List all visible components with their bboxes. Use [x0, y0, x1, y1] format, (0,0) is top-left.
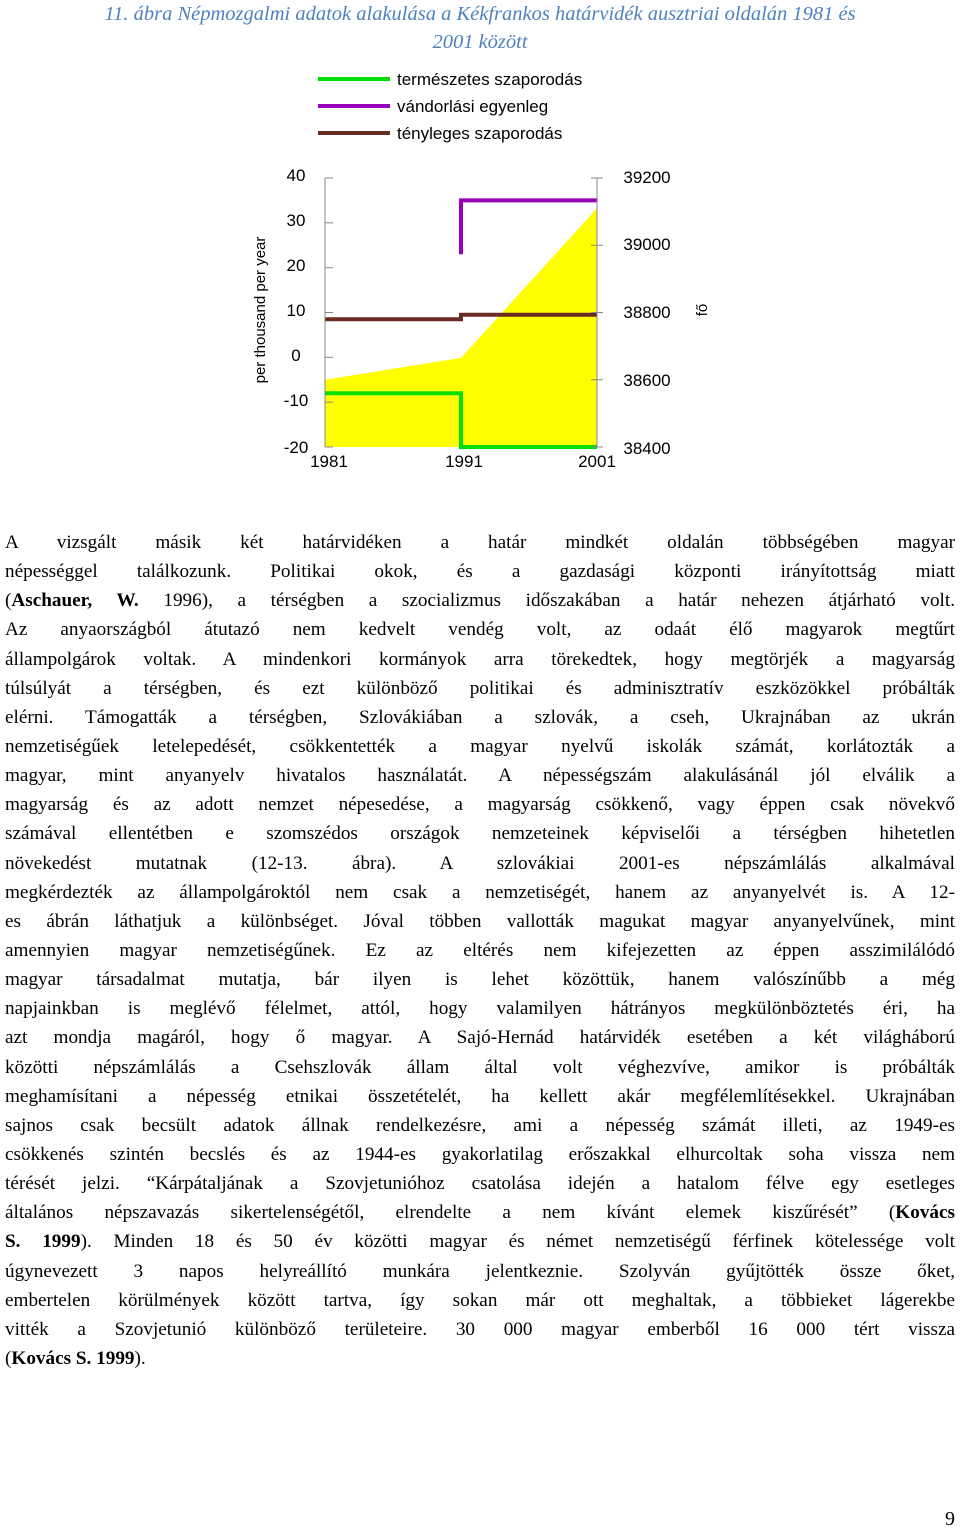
text-run: vitték a Szovjetunió különböző területeire. 30 000 magyar emberből 16 000 tért vissza — [5, 1318, 955, 1340]
paragraph-line — [5, 1140, 955, 1169]
text-run: Az anyaországból átutazó nem kedvelt vendég volt, az odaát élő magyarok megtűrt — [5, 619, 955, 641]
left-tick-label: 0 — [291, 346, 301, 365]
text-run: ( — [5, 1347, 12, 1369]
left-tick-label: 20 — [286, 256, 306, 275]
legend-label: tényleges szaporodás — [397, 124, 563, 143]
text-run: 1996), a térségben a szocializmus időszakában a határ nehezen átjárható volt. — [138, 590, 955, 612]
text-run: amennyien magyar nemzetiségűnek. Ez az eltérés nem kifejezetten az éppen asszimilálódó — [5, 939, 955, 961]
text-run: ). — [134, 1347, 146, 1369]
paragraph-line — [5, 1053, 955, 1082]
citation-bold: Kovács — [895, 1202, 955, 1224]
text-run: A vizsgált másik két határvidéken a határ mindkét oldalán többségében magyar — [5, 532, 955, 553]
paragraph-line — [5, 1227, 955, 1256]
text-run: állampolgárok voltak. A mindenkori kormányok arra törekedtek, hogy megtörjék a magyarság — [5, 648, 955, 670]
citation-bold: Aschauer, W. — [11, 590, 139, 612]
left-tick-label: 30 — [286, 211, 306, 230]
paragraph-line — [5, 645, 955, 674]
text-run: csökkenés szintén becslés és az 1944-es gyakorlatilag erőszakkal elhurcoltak soha vissza nem — [5, 1143, 955, 1165]
paragraph-line — [5, 878, 955, 907]
text-run: magyar társadalmat mutatja, bár ilyen is lehet közöttük, hanem valószínűbb a még — [5, 969, 955, 991]
paragraph-line — [5, 1082, 955, 1111]
paragraph-line — [5, 1344, 955, 1373]
right-tick-label: 38400 — [623, 439, 671, 458]
citation-bold: S. 1999 — [5, 1231, 81, 1253]
paragraph-line — [5, 1023, 955, 1052]
text-run: magyar, mint anyanyelv hivatalos használatát. A népességszám alakulásánál jól elválik a — [5, 765, 955, 787]
text-run: embertelen körülmények között tartva, így sokan már ott meghaltak, a többieket lágerekbe — [5, 1289, 955, 1311]
text-run: meghamísítani a népesség etnikai összetételét, ha kellett akár megfélemlítésekkel. Ukrajnában — [5, 1085, 955, 1107]
paragraph-line — [5, 761, 955, 790]
text-run: túlsúlyát a térségben, és ezt különböző politikai és adminisztratív eszközökkel próbálták — [5, 677, 955, 699]
paragraph-line — [5, 790, 955, 819]
legend-label: vándorlási egyenleg — [397, 97, 549, 116]
text-run: ( — [5, 590, 12, 612]
text-run: elérni. Támogatták a térségben, Szlovákiában a szlovák, a cseh, Ukrajnában az ukrán — [5, 706, 955, 728]
text-run: magyarság és az adott nemzet népesedése, a magyarság csökkenő, vagy éppen csak növekvő — [5, 794, 955, 816]
body-text — [5, 528, 955, 1373]
paragraph-line — [5, 1315, 955, 1344]
x-tick-label: 2001 — [578, 452, 616, 471]
paragraph-line — [5, 586, 955, 615]
text-run: térését jelzi. “Kárpátaljának a Szovjetunióhoz csatolása idején a hatalom félve egy esetleges — [5, 1173, 955, 1195]
x-tick-label: 1981 — [310, 452, 348, 471]
left-tick-label: -20 — [283, 438, 309, 457]
right-tick-label: 38800 — [623, 303, 671, 322]
population-chart — [0, 60, 960, 480]
paragraph-line — [5, 1198, 955, 1227]
right-axis-title: fő — [694, 303, 711, 317]
paragraph-line — [5, 615, 955, 644]
right-tick-label: 39000 — [623, 235, 671, 254]
paragraph-line — [5, 1257, 955, 1286]
left-tick-label: 40 — [286, 166, 306, 185]
text-run: megkérdezték az állampolgároktól nem csak a nemzetiségét, hanem az anyanyelvét is. A 12- — [5, 881, 955, 903]
text-run: úgynevezett 3 napos helyreállító munkára jelentkeznie. Szolyván gyűjtötték össze őket, — [5, 1260, 955, 1282]
caption-line-2: 2001 között — [432, 31, 528, 53]
figure-caption — [0, 0, 960, 56]
paragraph-line — [5, 732, 955, 761]
paragraph-line — [5, 1111, 955, 1140]
text-run: számával ellentétben e szomszédos országok nemzeteinek képviselői a térségben hihetetlen — [5, 823, 955, 845]
legend-label: természetes szaporodás — [397, 70, 583, 89]
right-tick-label: 39200 — [623, 168, 671, 187]
right-tick-label: 38600 — [623, 371, 671, 390]
paragraph-line — [5, 965, 955, 994]
x-tick-label: 1991 — [445, 452, 483, 471]
text-run: növekedést mutatnak (12-13. ábra). A szlovákiai 2001-es népszámlálás alkalmával — [5, 852, 955, 874]
text-run: es ábrán láthatjuk a különbséget. Jóval többen vallották magukat magyar anyanyelvűnek, mint — [5, 910, 955, 932]
paragraph-line — [5, 674, 955, 703]
paragraph-line — [5, 849, 955, 878]
left-tick-label: -10 — [283, 391, 309, 410]
text-run: közötti népszámlálás a Csehszlovák állam által volt véghezvíve, amikor is próbálták — [5, 1056, 955, 1078]
paragraph-line — [5, 1286, 955, 1315]
paragraph-line — [5, 557, 955, 586]
citation-bold: Kovács S. 1999 — [11, 1347, 135, 1369]
text-run: azt mondja magáról, hogy ő magyar. A Sajó-Hernád határvidék esetében a két világháború — [5, 1027, 955, 1049]
paragraph-line — [5, 528, 955, 557]
paragraph-line — [5, 1169, 955, 1198]
text-run: nemzetiségűek letelepedését, csökkentették a magyar nyelvű iskolák számát, korlátozták a — [5, 735, 955, 757]
text-run: ). Minden 18 és 50 év közötti magyar és német nemzetiségű férfinek kötelessége volt — [80, 1231, 955, 1253]
text-run: sajnos csak becsült adatok állnak rendelkezésre, ami a népesség számát illeti, az 1949-es — [5, 1114, 955, 1136]
paragraph-line — [5, 819, 955, 848]
page-number: 9 — [945, 1508, 955, 1530]
paragraph-line — [5, 994, 955, 1023]
paragraph-line — [5, 703, 955, 732]
text-run: általános népszavazás sikertelenségétől, elrendelte a nem kívánt elemek kiszűrését” ( — [5, 1202, 896, 1224]
left-tick-label: 10 — [286, 301, 306, 320]
caption-line-1: 11. ábra Népmozgalmi adatok alakulása a Kékfrankos határvidék ausztriai oldalán 1981 és — [104, 3, 856, 25]
paragraph-line — [5, 907, 955, 936]
text-run: napjainkban is meglévő félelmet, attól, hogy valamilyen hátrányos megkülönböztetés éri, ha — [5, 998, 955, 1020]
paragraph-line — [5, 936, 955, 965]
text-run: népességgel találkozunk. Politikai okok, és a gazdasági központi irányítottság miatt — [5, 561, 955, 583]
left-axis-title: per thousand per year — [252, 236, 269, 384]
